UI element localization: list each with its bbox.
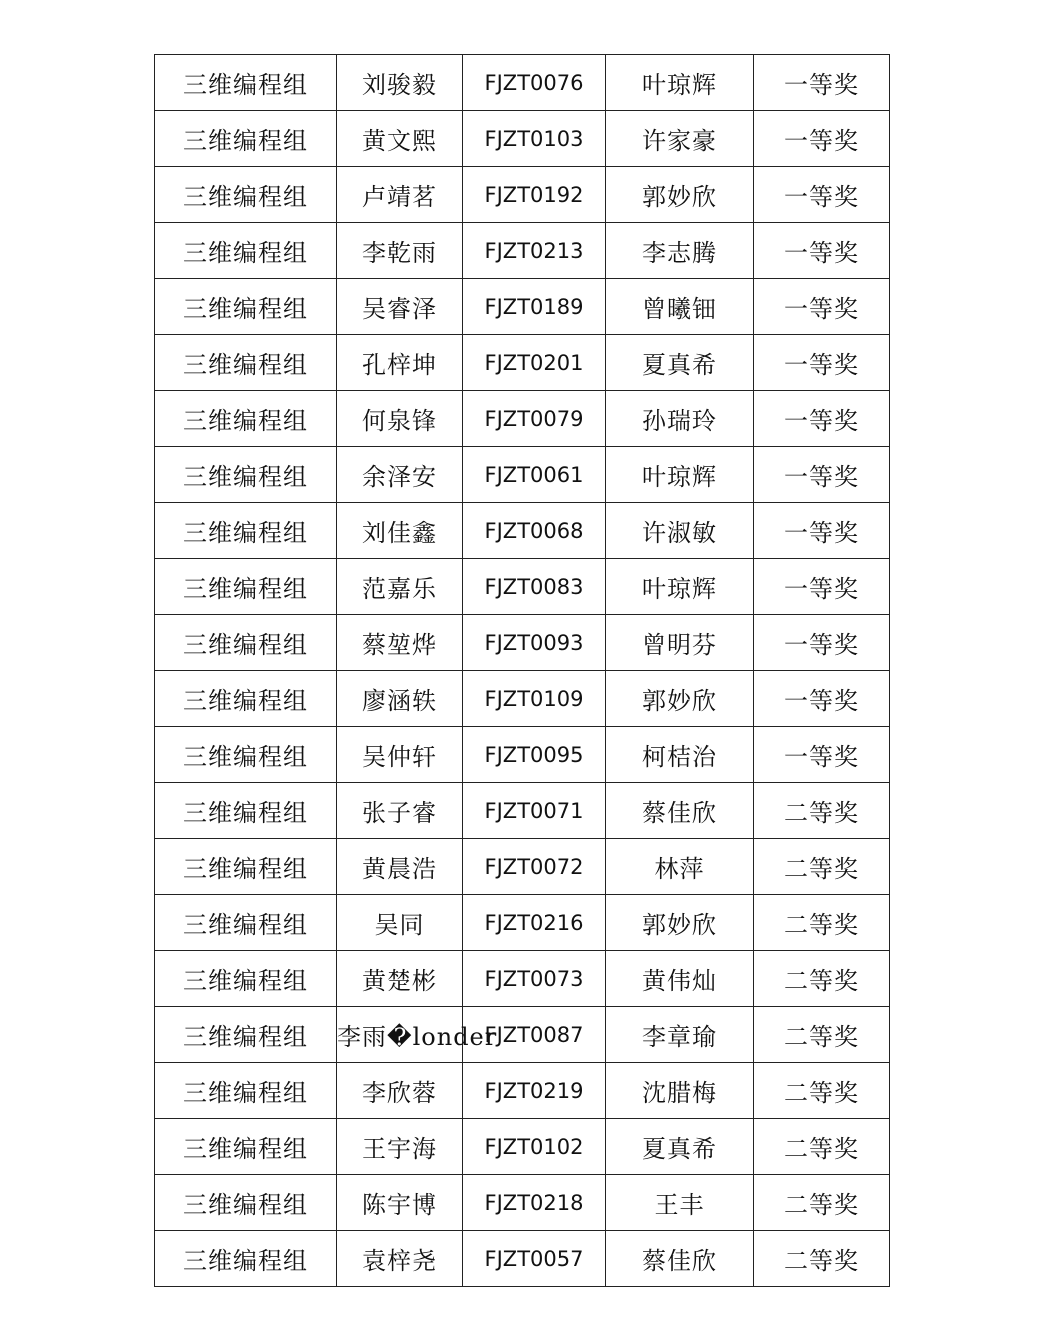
student-name-cell: 黄楚彬: [337, 951, 463, 1007]
student-name-cell: 范嘉乐: [337, 559, 463, 615]
entry-code-cell: FJZT0109: [463, 671, 606, 727]
table-row: [155, 279, 890, 335]
student-name-cell: 张子睿: [337, 783, 463, 839]
table-row: [155, 895, 890, 951]
entry-code-cell: FJZT0057: [463, 1231, 606, 1287]
teacher-name-cell: 郭妙欣: [606, 895, 754, 951]
award-cell: 一等奖: [754, 727, 890, 783]
award-cell: 一等奖: [754, 335, 890, 391]
table-row: [155, 783, 890, 839]
student-name-cell: 黄文熙: [337, 111, 463, 167]
entry-code-cell: FJZT0083: [463, 559, 606, 615]
teacher-name-cell: 叶琼辉: [606, 559, 754, 615]
student-name-cell: 李雨�londer: [337, 1007, 463, 1063]
student-name-cell: 袁梓尧: [337, 1231, 463, 1287]
teacher-name-cell: 曾曦钿: [606, 279, 754, 335]
teacher-name-cell: 孙瑞玲: [606, 391, 754, 447]
table-row: [155, 727, 890, 783]
table-row: [155, 1175, 890, 1231]
entry-code-cell: FJZT0095: [463, 727, 606, 783]
award-cell: 一等奖: [754, 55, 890, 111]
entry-code-cell: FJZT0219: [463, 1063, 606, 1119]
entry-code-cell: FJZT0192: [463, 167, 606, 223]
entry-code-cell: FJZT0189: [463, 279, 606, 335]
teacher-name-cell: 郭妙欣: [606, 167, 754, 223]
award-cell: 二等奖: [754, 783, 890, 839]
teacher-name-cell: 王丰: [606, 1175, 754, 1231]
table-row: [155, 1231, 890, 1287]
award-cell: 一等奖: [754, 111, 890, 167]
student-name-cell: 蔡堃烨: [337, 615, 463, 671]
award-cell: 一等奖: [754, 559, 890, 615]
teacher-name-cell: 曾明芬: [606, 615, 754, 671]
award-cell: 一等奖: [754, 223, 890, 279]
group-cell: 三维编程组: [155, 1007, 337, 1063]
teacher-name-cell: 许家豪: [606, 111, 754, 167]
entry-code-cell: FJZT0102: [463, 1119, 606, 1175]
award-cell: 二等奖: [754, 1119, 890, 1175]
teacher-name-cell: 李志腾: [606, 223, 754, 279]
group-cell: 三维编程组: [155, 615, 337, 671]
teacher-name-cell: 林萍: [606, 839, 754, 895]
entry-code-cell: FJZT0061: [463, 447, 606, 503]
student-name-cell: 刘佳鑫: [337, 503, 463, 559]
entry-code-cell: FJZT0093: [463, 615, 606, 671]
student-name-cell: 王宇海: [337, 1119, 463, 1175]
group-cell: 三维编程组: [155, 55, 337, 111]
group-cell: 三维编程组: [155, 167, 337, 223]
award-cell: 一等奖: [754, 167, 890, 223]
entry-code-cell: FJZT0068: [463, 503, 606, 559]
student-name-cell: 卢靖茗: [337, 167, 463, 223]
table-row: [155, 223, 890, 279]
table-row: [155, 447, 890, 503]
award-cell: 一等奖: [754, 279, 890, 335]
student-name-cell: 廖涵轶: [337, 671, 463, 727]
entry-code-cell: FJZT0071: [463, 783, 606, 839]
group-cell: 三维编程组: [155, 727, 337, 783]
group-cell: 三维编程组: [155, 447, 337, 503]
group-cell: 三维编程组: [155, 111, 337, 167]
award-cell: 二等奖: [754, 1063, 890, 1119]
teacher-name-cell: 李章瑜: [606, 1007, 754, 1063]
award-cell: 二等奖: [754, 839, 890, 895]
group-cell: 三维编程组: [155, 1231, 337, 1287]
entry-code-cell: FJZT0076: [463, 55, 606, 111]
group-cell: 三维编程组: [155, 671, 337, 727]
group-cell: 三维编程组: [155, 1063, 337, 1119]
group-cell: 三维编程组: [155, 951, 337, 1007]
group-cell: 三维编程组: [155, 839, 337, 895]
award-cell: 二等奖: [754, 895, 890, 951]
table-row: [155, 671, 890, 727]
entry-code-cell: FJZT0079: [463, 391, 606, 447]
award-cell: 一等奖: [754, 503, 890, 559]
table-row: [155, 1119, 890, 1175]
student-name-cell: 刘骏毅: [337, 55, 463, 111]
table-row: [155, 503, 890, 559]
student-name-cell: 黄晨浩: [337, 839, 463, 895]
entry-code-cell: FJZT0087: [463, 1007, 606, 1063]
award-cell: 一等奖: [754, 671, 890, 727]
group-cell: 三维编程组: [155, 559, 337, 615]
group-cell: 三维编程组: [155, 503, 337, 559]
entry-code-cell: FJZT0073: [463, 951, 606, 1007]
group-cell: 三维编程组: [155, 783, 337, 839]
table-row: [155, 111, 890, 167]
teacher-name-cell: 叶琼辉: [606, 55, 754, 111]
table-row: [155, 335, 890, 391]
student-name-cell: 余泽安: [337, 447, 463, 503]
table-row: [155, 391, 890, 447]
table-row: [155, 839, 890, 895]
table-row: [155, 55, 890, 111]
teacher-name-cell: 蔡佳欣: [606, 783, 754, 839]
student-name-cell: 吴睿泽: [337, 279, 463, 335]
table-row: [155, 559, 890, 615]
teacher-name-cell: 夏真希: [606, 1119, 754, 1175]
entry-code-cell: FJZT0213: [463, 223, 606, 279]
group-cell: 三维编程组: [155, 1175, 337, 1231]
student-name-cell: 李欣蓉: [337, 1063, 463, 1119]
entry-code-cell: FJZT0216: [463, 895, 606, 951]
entry-code-cell: FJZT0103: [463, 111, 606, 167]
student-name-cell: 陈宇博: [337, 1175, 463, 1231]
student-name-cell: 孔梓坤: [337, 335, 463, 391]
student-name-cell: 李乾雨: [337, 223, 463, 279]
table-row: [155, 951, 890, 1007]
student-name-cell: 吴仲轩: [337, 727, 463, 783]
student-name-cell: 何泉锋: [337, 391, 463, 447]
table-row: [155, 167, 890, 223]
group-cell: 三维编程组: [155, 223, 337, 279]
teacher-name-cell: 许淑敏: [606, 503, 754, 559]
table-row: [155, 615, 890, 671]
group-cell: 三维编程组: [155, 279, 337, 335]
awards-table: [154, 54, 890, 1287]
teacher-name-cell: 叶琼辉: [606, 447, 754, 503]
group-cell: 三维编程组: [155, 391, 337, 447]
table-row: [155, 1007, 890, 1063]
award-cell: 二等奖: [754, 1007, 890, 1063]
award-cell: 一等奖: [754, 447, 890, 503]
teacher-name-cell: 柯桔治: [606, 727, 754, 783]
teacher-name-cell: 郭妙欣: [606, 671, 754, 727]
award-cell: 二等奖: [754, 1175, 890, 1231]
teacher-name-cell: 沈腊梅: [606, 1063, 754, 1119]
award-cell: 一等奖: [754, 615, 890, 671]
entry-code-cell: FJZT0218: [463, 1175, 606, 1231]
entry-code-cell: FJZT0201: [463, 335, 606, 391]
award-cell: 一等奖: [754, 391, 890, 447]
teacher-name-cell: 夏真希: [606, 335, 754, 391]
group-cell: 三维编程组: [155, 1119, 337, 1175]
table-row: [155, 1063, 890, 1119]
teacher-name-cell: 蔡佳欣: [606, 1231, 754, 1287]
teacher-name-cell: 黄伟灿: [606, 951, 754, 1007]
award-cell: 二等奖: [754, 1231, 890, 1287]
group-cell: 三维编程组: [155, 895, 337, 951]
entry-code-cell: FJZT0072: [463, 839, 606, 895]
award-cell: 二等奖: [754, 951, 890, 1007]
student-name-cell: 吴同: [337, 895, 463, 951]
group-cell: 三维编程组: [155, 335, 337, 391]
awards-table-body: [155, 55, 890, 1287]
